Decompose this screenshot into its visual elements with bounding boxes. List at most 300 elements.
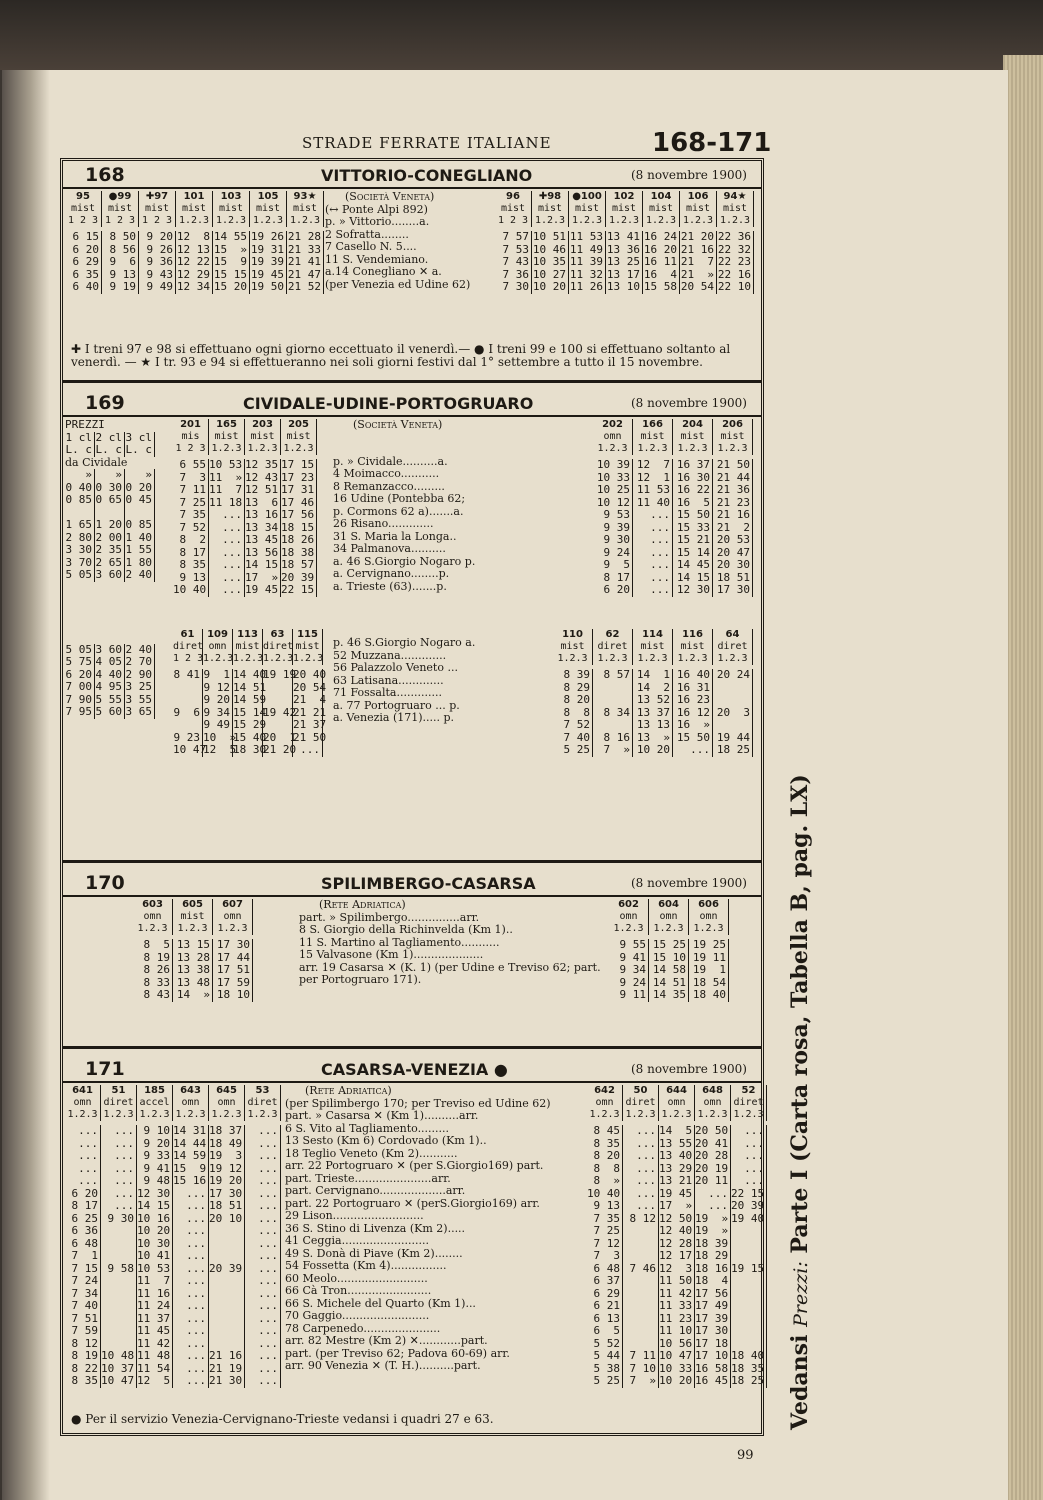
time-cell: ...	[245, 1213, 281, 1226]
time-cell: 8 41	[173, 669, 203, 682]
time-cell	[101, 1225, 137, 1238]
train-type: diret	[597, 641, 628, 652]
right-columns	[587, 1085, 767, 1387]
time-cell: ...	[101, 1200, 137, 1213]
time-cell: 20 30	[713, 559, 753, 572]
time-cell: 7 52	[553, 719, 593, 732]
railway-company: (Società Veneta)	[353, 418, 443, 431]
station-name: a. Cervignano........p.	[333, 567, 450, 580]
time-cell: 7 57	[495, 231, 532, 244]
time-cell: 18 39	[695, 1238, 731, 1251]
time-cell: 20 19	[695, 1163, 731, 1176]
train-header-row	[593, 419, 753, 455]
time-row	[173, 693, 327, 707]
time-cell: 8 50	[102, 231, 139, 244]
train-classes: 1.2.3	[613, 923, 644, 934]
train-type: omn	[603, 431, 622, 442]
train-classes: 1.2.3	[677, 443, 708, 454]
price-row	[65, 569, 155, 582]
train-number: 95	[76, 191, 90, 202]
time-cell: 11 50	[659, 1275, 695, 1288]
time-cell: 20 3	[713, 707, 753, 720]
time-cell	[713, 682, 753, 695]
price-row	[65, 681, 155, 694]
time-cell: 15 14	[233, 705, 267, 719]
train-column-header	[293, 629, 323, 665]
time-cell: ...	[633, 509, 673, 522]
time-cell	[209, 1325, 245, 1338]
railway-company: (Rete Adriatica)	[305, 1084, 392, 1097]
price-cell: 2 00	[95, 532, 125, 545]
time-cell: 21 37	[293, 718, 327, 731]
time-cell: ...	[209, 522, 245, 535]
price-cell: 1 55	[125, 544, 155, 557]
train-number: 104	[650, 191, 672, 202]
station-name: a. 46 S.Giorgio Nogaro p.	[333, 554, 476, 568]
time-cell: 12 17	[659, 1250, 695, 1263]
time-row	[609, 989, 729, 1002]
price-unit-row	[65, 444, 155, 457]
time-cell: ...	[633, 572, 673, 585]
time-cell: 18 37	[209, 1125, 245, 1138]
time-cell: 11 53	[633, 484, 673, 497]
time-rows	[553, 669, 753, 757]
time-row	[173, 509, 317, 522]
train-type: omn	[699, 911, 718, 922]
time-cell	[713, 719, 753, 732]
time-cell: 7 »	[593, 744, 633, 757]
time-cell	[731, 1250, 767, 1263]
station-name: 66 Cà Tron........................	[285, 1284, 432, 1297]
station-name: 71 Fossalta.............	[333, 686, 442, 699]
time-cell: 16 5	[673, 497, 713, 510]
time-cell: ...	[173, 1225, 209, 1238]
time-cell: ...	[695, 1200, 731, 1213]
time-cell: 16 45	[695, 1375, 731, 1388]
station-name: 8 S. Giorgio della Richinvelda (Km 1)..	[299, 923, 513, 936]
time-cell: 6 21	[587, 1300, 623, 1313]
time-cell: 20 11	[695, 1175, 731, 1188]
time-cell: 10 25	[593, 484, 633, 497]
time-row	[65, 1300, 281, 1313]
time-rows	[593, 459, 753, 597]
train-classes: 1 2 3	[104, 215, 136, 226]
time-row	[553, 694, 753, 707]
time-cell: 14 15	[673, 572, 713, 585]
train-type: mist	[685, 203, 711, 214]
price-cell: 5 05	[65, 569, 95, 582]
time-row	[609, 939, 729, 952]
section-title: VITTORIO-CONEGLIANO	[321, 166, 533, 185]
train-number: 94★	[723, 191, 747, 202]
time-rows	[173, 668, 327, 757]
price-cell: 5 75	[65, 656, 95, 669]
time-cell: 8 17	[65, 1200, 101, 1213]
train-number: ●100	[572, 191, 602, 202]
time-cell	[173, 719, 203, 732]
time-cell: 15 10	[649, 952, 689, 965]
time-cell: 11 10	[659, 1325, 695, 1338]
time-cell: 7 36	[495, 269, 532, 282]
time-cell: 9 34	[203, 707, 233, 720]
time-cell	[101, 1288, 137, 1301]
time-cell: 6 29	[65, 256, 102, 269]
railway-company: (Società Veneta)	[345, 190, 435, 203]
time-row	[65, 1275, 281, 1288]
time-cell: 6 37	[587, 1275, 623, 1288]
price-cell: 2 70	[125, 656, 155, 669]
train-column-header	[133, 899, 173, 935]
time-cell: ...	[245, 1200, 281, 1213]
train-type: mist	[214, 431, 239, 442]
train-column-header	[532, 191, 569, 227]
train-classes: 1.2.3	[733, 1109, 764, 1120]
time-cell: 12 34	[176, 281, 213, 294]
time-cell: 9 13	[587, 1200, 623, 1213]
time-cell: 19 »	[695, 1213, 731, 1226]
running-title: STRADE FERRATE ITALIANE	[302, 134, 552, 152]
time-row	[133, 939, 253, 952]
stations-column	[325, 191, 493, 291]
time-cell: 7 11	[623, 1350, 659, 1363]
time-cell: 9 55	[609, 939, 649, 952]
time-row	[587, 1275, 767, 1288]
section-number: 169	[85, 392, 125, 414]
section-date: (8 novembre 1900)	[631, 168, 747, 182]
upper-prices	[65, 469, 155, 582]
time-cell	[731, 1238, 767, 1251]
time-cell	[101, 1275, 137, 1288]
time-cell: ...	[245, 1275, 281, 1288]
station-row	[299, 949, 609, 962]
time-cell: 10 47	[659, 1350, 695, 1363]
price-cell: 2 35	[95, 544, 125, 557]
time-cell	[623, 1250, 659, 1263]
time-cell: 17 10	[695, 1350, 731, 1363]
train-number: 64	[725, 629, 740, 640]
train-type: omn	[659, 911, 678, 922]
train-column-header	[233, 629, 263, 665]
time-cell: 9 23	[173, 732, 203, 745]
time-cell: 15 58	[643, 281, 680, 294]
station-name: part. Trieste......................arr.	[285, 1171, 451, 1185]
time-row	[495, 281, 754, 294]
section-date: (8 novembre 1900)	[631, 1062, 747, 1076]
time-cell: 12 5	[137, 1375, 173, 1388]
time-cell: ...	[209, 547, 245, 560]
time-cell: 19 1	[689, 964, 729, 977]
time-cell: 18 51	[209, 1200, 245, 1213]
time-cell: 7 53	[495, 244, 532, 257]
time-cell: 19 45	[659, 1188, 695, 1201]
time-cell: 16 31	[673, 682, 713, 695]
time-cell: 18 38	[281, 547, 317, 560]
price-cell: 2 40	[125, 569, 155, 582]
time-cell: 14 »	[173, 989, 213, 1002]
time-cell: 13 55	[659, 1138, 695, 1151]
time-cell: 10 12	[593, 497, 633, 510]
time-cell: 15 »	[213, 244, 250, 257]
train-type: mist	[500, 203, 526, 214]
station-name: 41 Ceggia.........................	[285, 1234, 429, 1247]
time-cell: 13 38	[173, 964, 213, 977]
timetable-body	[63, 417, 761, 857]
train-number: ✚97	[145, 191, 169, 202]
time-cell: ...	[245, 1125, 281, 1138]
time-cell: ...	[623, 1188, 659, 1201]
time-cell: ...	[65, 1163, 101, 1176]
time-cell: 12 51	[245, 484, 281, 497]
time-cell: 7 25	[587, 1225, 623, 1238]
price-row	[65, 469, 155, 482]
train-classes: 1.2.3	[177, 923, 208, 934]
time-cell	[623, 1288, 659, 1301]
time-row	[587, 1375, 767, 1388]
station-row	[285, 1185, 585, 1198]
time-cell: 13 25	[606, 256, 643, 269]
train-number: 603	[142, 899, 163, 910]
time-rows	[65, 231, 324, 294]
time-cell: ...	[293, 744, 323, 757]
train-classes: 1.2.3	[137, 923, 168, 934]
station-name: per Portogruaro 171).	[299, 973, 422, 986]
time-cell: 21 44	[713, 472, 753, 485]
train-header-row	[65, 191, 324, 227]
station-name: part. (per Treviso 62; Padova 60-69) arr.	[285, 1346, 510, 1360]
section-title: CIVIDALE-UDINE-PORTOGRUARO	[243, 394, 534, 413]
time-cell: ...	[731, 1150, 767, 1163]
station-rows	[299, 912, 609, 987]
time-cell: 10 33	[659, 1363, 695, 1376]
time-cell	[593, 694, 633, 707]
train-number: 93★	[293, 191, 317, 202]
train-column-header	[203, 629, 233, 665]
station-row	[333, 468, 583, 481]
price-row	[65, 494, 155, 507]
station-name: arr. 90 Venezia ✕ (T. H.)..........part.	[285, 1359, 481, 1372]
train-type: mist	[250, 431, 275, 442]
time-cell: 9 20	[203, 694, 233, 707]
time-cell: 11 33	[659, 1300, 695, 1313]
station-name: 18 Teglio Veneto (Km 2)...........	[285, 1146, 458, 1160]
left-columns	[133, 899, 253, 1001]
time-cell: 21 47	[287, 269, 324, 282]
time-cell: 19 50	[250, 281, 287, 294]
time-cell: 21 33	[287, 244, 324, 257]
time-cell: ...	[633, 559, 673, 572]
time-cell: 18 51	[713, 572, 753, 585]
station-name: part. Cervignano...................arr.	[285, 1184, 466, 1197]
train-number: 645	[216, 1085, 237, 1096]
time-cell: ...	[623, 1150, 659, 1163]
time-cell: 5 25	[553, 744, 593, 757]
station-name: arr. 19 Casarsa ✕ (K. 1) (per Udine e Treviso 62; part.	[299, 960, 601, 974]
time-cell	[731, 1325, 767, 1338]
train-type: diret	[247, 1097, 278, 1108]
train-number: 114	[642, 629, 663, 640]
train-classes: 1.2.3	[677, 653, 708, 664]
time-cell: ...	[209, 559, 245, 572]
station-name: 26 Risano.............	[333, 517, 434, 530]
time-cell: 18 40	[689, 989, 729, 1002]
time-cell: 6 20	[593, 584, 633, 597]
time-row	[65, 1325, 281, 1338]
section-date: (8 novembre 1900)	[631, 396, 747, 410]
time-cell: 20 40	[293, 668, 327, 681]
price-cell: 5 05	[65, 644, 95, 657]
station-row	[285, 1210, 585, 1223]
timetable-body	[63, 1083, 765, 1423]
time-cell	[731, 1288, 767, 1301]
time-row	[173, 534, 317, 547]
time-cell: 12 7	[633, 459, 673, 472]
time-cell	[209, 1313, 245, 1326]
time-cell: 7 3	[173, 472, 209, 485]
station-name: p. Cormons 62 a).......a.	[333, 504, 464, 518]
time-cell: 16 37	[673, 459, 713, 472]
time-cell: 18 35	[731, 1363, 767, 1376]
time-cell: 8 29	[553, 682, 593, 695]
left-columns	[65, 191, 324, 293]
time-cell: 21 »	[680, 269, 717, 282]
time-cell: 13 29	[659, 1163, 695, 1176]
time-cell: 13 56	[245, 547, 281, 560]
time-cell: 12 50	[659, 1213, 695, 1226]
time-cell: 7 51	[65, 1313, 101, 1326]
time-cell: 13 37	[633, 707, 673, 720]
connection-note: (per Spilimbergo 170; per Treviso ed Udine 62)	[285, 1096, 551, 1110]
train-column-header	[633, 419, 673, 455]
station-name: a. Venezia (171)..... p.	[333, 711, 455, 724]
train-column-header	[673, 419, 713, 455]
price-cell: 0 65	[95, 494, 125, 507]
train-type: diret	[625, 1097, 656, 1108]
time-cell: 13 17	[606, 269, 643, 282]
train-number: 203	[252, 419, 273, 430]
time-cell: 12 30	[673, 584, 713, 597]
time-cell: 10 37	[101, 1363, 137, 1376]
time-cell: ...	[245, 1175, 281, 1188]
time-row	[65, 1150, 281, 1163]
train-number: 206	[722, 419, 743, 430]
train-column-header	[649, 899, 689, 935]
section-header	[63, 161, 761, 189]
time-cell: 21 23	[713, 497, 753, 510]
train-type: mist	[235, 641, 260, 652]
train-classes: 1.2.3	[597, 653, 628, 664]
time-cell: 21 50	[713, 459, 753, 472]
train-type: mist	[648, 203, 674, 214]
train-classes: 1.2.3	[263, 653, 294, 664]
time-cell: 20 54	[680, 281, 717, 294]
time-cell: 8 56	[102, 244, 139, 257]
train-column-header	[643, 191, 680, 227]
time-cell: 6 15	[65, 231, 102, 244]
time-cell: 8 2	[173, 534, 209, 547]
time-cell: 19 40	[731, 1213, 767, 1226]
section-170	[63, 869, 761, 1049]
time-cell: 19 20	[209, 1175, 245, 1188]
section-169	[63, 389, 761, 863]
train-classes: 1 2 3	[497, 215, 529, 226]
train-type: mist	[722, 203, 748, 214]
time-cell: ...	[101, 1150, 137, 1163]
time-cell: 9 24	[609, 977, 649, 990]
station-name: 31 S. Maria la Longa..	[333, 529, 457, 543]
time-cell: 14 58	[649, 964, 689, 977]
time-cell: 5 38	[587, 1363, 623, 1376]
time-cell: 12 5	[203, 743, 237, 756]
time-cell: ...	[101, 1138, 137, 1151]
time-row	[65, 1350, 281, 1363]
train-number: 641	[72, 1085, 93, 1096]
time-cell: 15 40	[233, 730, 267, 744]
train-type: mist	[720, 431, 745, 442]
time-cell: ...	[633, 534, 673, 547]
section-header	[63, 389, 761, 417]
train-header-row	[495, 191, 754, 227]
time-cell: 16 12	[673, 707, 713, 720]
time-cell: ...	[209, 584, 245, 597]
time-cell: 8 20	[587, 1150, 623, 1163]
time-cell: 18 26	[281, 534, 317, 547]
time-cell: 17 44	[213, 952, 253, 965]
section-header	[63, 869, 761, 897]
time-row	[587, 1300, 767, 1313]
train-column-header	[209, 419, 245, 455]
time-cell: ...	[65, 1138, 101, 1151]
train-number: 51	[111, 1085, 126, 1096]
time-cell	[101, 1250, 137, 1263]
station-row	[333, 637, 583, 650]
price-cell: 3 70	[65, 557, 95, 570]
price-cell: 4 40	[95, 669, 125, 682]
price-cell: 3 55	[125, 694, 155, 707]
train-column-header	[281, 419, 317, 455]
station-name: arr. 82 Mestre (Km 2) ✕............part.	[285, 1334, 488, 1347]
station-row	[299, 974, 609, 987]
train-number: 602	[618, 899, 639, 910]
train-column-header	[623, 1085, 659, 1121]
station-row	[299, 924, 609, 937]
time-rows	[495, 231, 754, 294]
time-cell: ...	[173, 1213, 209, 1226]
station-name: a. 77 Portogruaro ... p.	[333, 698, 460, 712]
time-cell	[101, 1238, 137, 1251]
station-row	[285, 1110, 585, 1123]
time-cell: 14 2	[633, 682, 673, 695]
train-type: diret	[717, 641, 748, 652]
station-row	[333, 518, 583, 531]
time-cell: 6 13	[587, 1313, 623, 1326]
train-classes: 1.2.3	[215, 215, 247, 226]
price-cell: 4 95	[95, 681, 125, 694]
train-column-header	[673, 629, 713, 665]
time-cell: 19 45	[245, 584, 281, 597]
station-row	[285, 1135, 585, 1148]
time-cell: 11 37	[137, 1313, 173, 1326]
time-cell: 18 25	[731, 1375, 767, 1388]
train-type: mist	[70, 203, 96, 214]
time-cell: 13 21	[659, 1175, 695, 1188]
time-cell: 9 10	[137, 1125, 173, 1138]
train-type: mist	[255, 203, 281, 214]
time-cell: ...	[245, 1263, 281, 1276]
price-unit: L. c	[125, 444, 155, 457]
time-cell: ...	[245, 1288, 281, 1301]
station-name: 66 S. Michele del Quarto (Km 1)...	[285, 1296, 476, 1310]
time-cell: 14 15	[245, 559, 281, 572]
